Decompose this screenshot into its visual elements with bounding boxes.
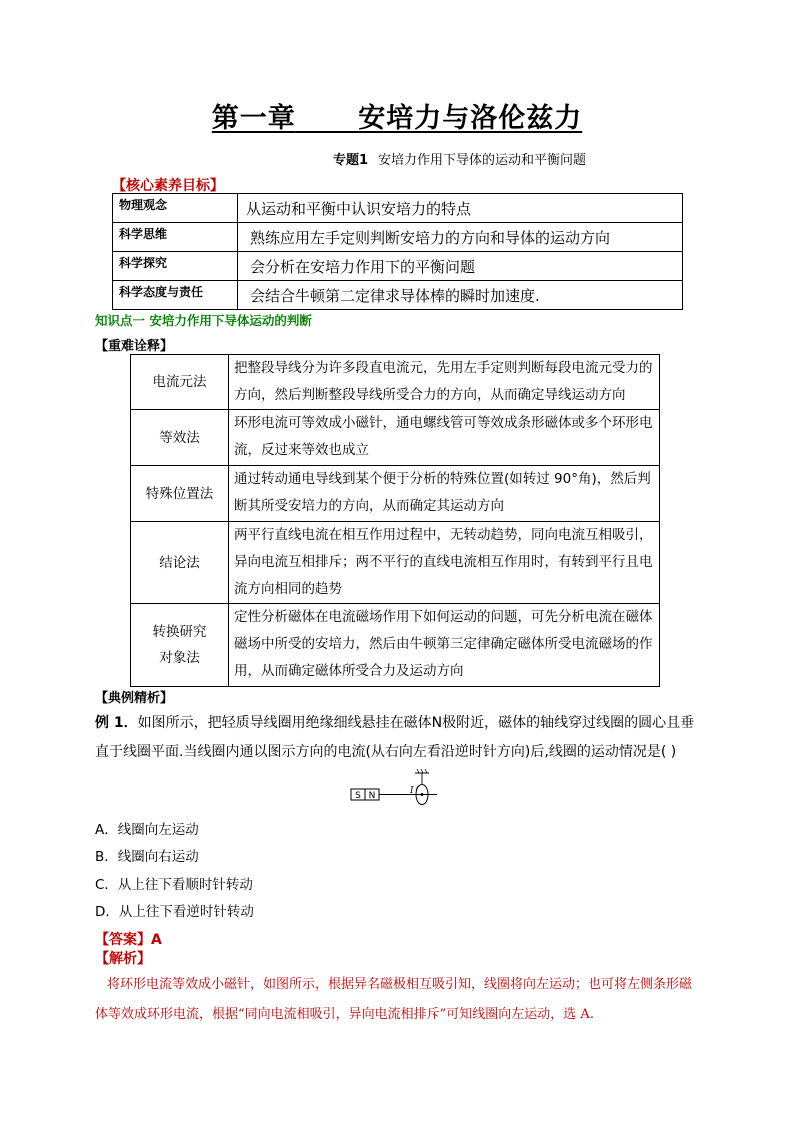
method-key: 特殊位置法: [131, 466, 229, 522]
analysis-label: 【解析】: [95, 951, 151, 967]
option-a: A．线圈向左运动: [95, 822, 199, 838]
table-row: [131, 522, 660, 604]
option-b: B．线圈向右运动: [95, 849, 199, 865]
goal-key: 科学态度与责任: [113, 281, 238, 310]
current-label: I: [410, 786, 414, 796]
table-row: [113, 223, 683, 252]
goal-key: 科学探究: [113, 252, 238, 281]
chapter-title: [0, 96, 794, 135]
method-key: 等效法: [131, 410, 229, 466]
answer-label: 【答案】: [95, 932, 151, 948]
method-key: 电流元法: [131, 355, 229, 410]
core-goals-heading: 【核心素养目标】: [112, 178, 224, 194]
question-text: 如图所示，把轻质导线圈用绝缘细线悬挂在磁体N极附近，磁体的轴线穿过线圈的圆心且垂直于线圈平面.当线圈内通以图示方向的电流(从右向左看沿逆时针方向)后,线圈的运动情况是( ): [95, 715, 695, 760]
topic-text: 安培力作用下导体的运动和平衡问题: [378, 153, 587, 168]
chapter-name: 安培力与洛伦兹力: [358, 103, 583, 134]
table-row: [131, 410, 660, 466]
method-value: 两平行直线电流在相互作用过程中，无转动趋势，同向电流互相吸引，异向电流互相排斥；两不平行的直线电流相互作用时，有转到平行且电流方向相同的趋势: [229, 522, 660, 604]
methods-table: [130, 354, 660, 687]
magnet-s-label: S: [355, 791, 361, 801]
answer-value: A: [151, 932, 162, 948]
table-row: [131, 355, 660, 410]
example-question: [95, 709, 705, 767]
coil-center-dot: [421, 793, 424, 796]
table-row: [113, 252, 683, 281]
example-heading: 【典例精析】: [95, 691, 174, 706]
answer: [95, 929, 162, 949]
knowledge-point-heading: 知识点一 安培力作用下导体运动的判断: [95, 313, 312, 328]
example-label: 例 1．: [95, 715, 138, 731]
core-goals-table: [112, 193, 683, 310]
method-key: 结论法: [131, 522, 229, 604]
table-row: [113, 281, 683, 310]
magnet-coil-figure: [345, 768, 445, 808]
option-d: D．从上往下看逆时针转动: [95, 904, 254, 920]
method-key-line: 对象法: [159, 650, 200, 666]
method-value: 通过转动通电导线到某个便于分析的特殊位置(如转过 90°角)，然后判断其所受安培力的方向，从而确定其运动方向: [229, 466, 660, 522]
method-key: [131, 604, 229, 687]
magnet-n-label: N: [368, 791, 376, 801]
topic-label: 专题1: [333, 153, 369, 168]
goal-value: 会结合牛顿第二定律求导体棒的瞬时加速度.: [238, 281, 683, 310]
analysis-text: 将环形电流等效成小磁针，如图所示，根据异名磁极相互吸引知，线圈将向左运动；也可将左侧条形磁体等效成环形电流，根据“同向电流相吸引，异向电流相排斥”可知线圈向左运动，选 A.: [95, 977, 693, 1022]
method-value: 环形电流可等效成小磁针，通电螺线管可等效成条形磁体或多个环形电流，反过来等效也成立: [229, 410, 660, 466]
chapter-number: 第一章: [211, 103, 296, 134]
table-row: [113, 194, 683, 223]
goal-value: 熟练应用左手定则判断安培力的方向和导体的运动方向: [238, 223, 683, 252]
goal-key: 科学思维: [113, 223, 238, 252]
goal-value: 会分析在安培力作用下的平衡问题: [238, 252, 683, 281]
method-value: 把整段导线分为许多段直电流元，先用左手定则判断每段电流元受力的方向，然后判断整段导线所受合力的方向，从而确定导线运动方向: [229, 355, 660, 410]
goal-key: 物理观念: [113, 194, 238, 223]
method-value: 定性分析磁体在电流磁场作用下如何运动的问题，可先分析电流在磁体磁场中所受的安培力，然后由牛顿第三定律确定磁体所受电流磁场的作用，从而确定磁体所受合力及运动方向: [229, 604, 660, 687]
key-explain-heading: 【重难诠释】: [95, 339, 174, 354]
goal-value: 从运动和平衡中认识安培力的特点: [238, 194, 683, 223]
method-key-line: 转换研究: [152, 624, 207, 640]
table-row: [131, 604, 660, 687]
topic-subtitle: [333, 149, 586, 168]
table-row: [131, 466, 660, 522]
option-c: C．从上往下看顺时针转动: [95, 877, 253, 893]
